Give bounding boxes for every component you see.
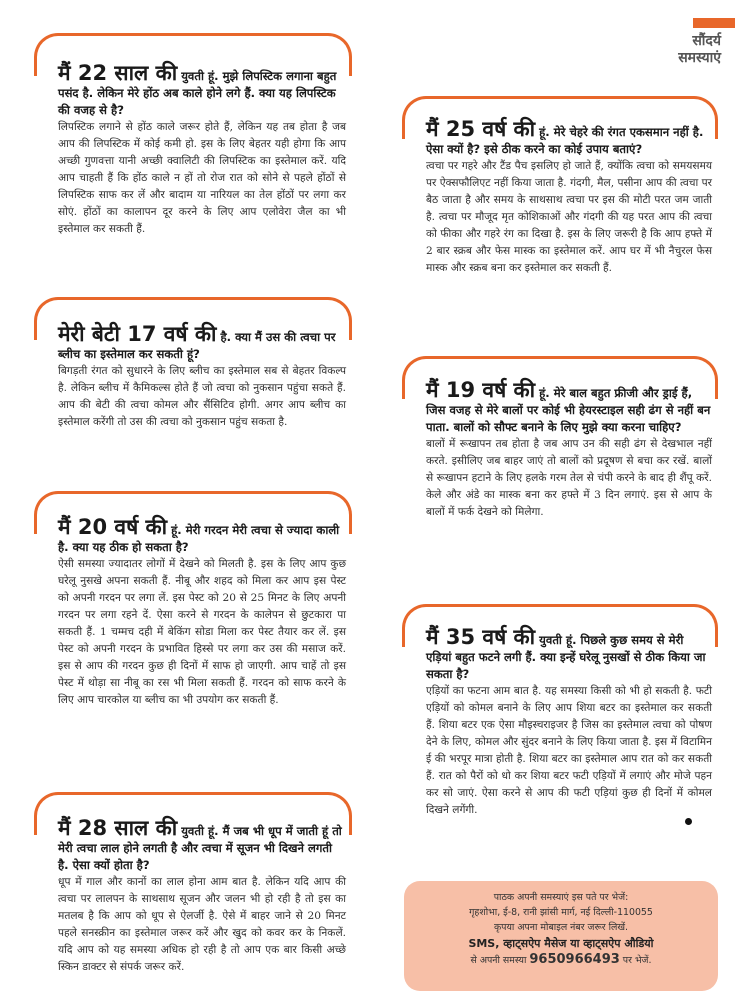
question-lead: मैं 22 साल की — [58, 61, 178, 85]
question: मैं 20 वर्ष की हूं. मेरी गरदन मेरी त्वचा से ज्यादा काली है. क्या यह ठीक हो सकता है? — [58, 515, 340, 554]
answer: ऐसी समस्या ज्यादातर लोगों में देखने को मिलती है. इस के लिए आप कुछ घरेलू नुसखे अपना सकती हैं. नीबू और शहद को मिला कर आप इस पेस्ट को अपनी गरदन पर लगा लें. इस पेस्ट को 20 से 25 मिनट के लिए अपनी गरदन पर लगा रहने दें. ऐसा करने से गरदन के कालेपन से छुटकारा पा सकती हैं. 1 चम्मच दही में बेकिंग सोडा मिला कर पेस्ट तैयार कर लें. इस पेस्ट को अपनी गरदन के प्रभावित हिस्से पर लगा कर उस की मसाज करें. इस से आप की गरदन कुछ ही दिनों में साफ हो जाएगी. आप चाहें तो इस पेस्ट में थोड़ा सा नीबू का रस भी मिला सकती हैं. गरदन को साफ करने के लिए आप चारकोल या ब्लीच का भी उपयोग कर सकती हैं. — [58, 558, 346, 706]
footer-line-1: पाठक अपनी समस्याएं इस पते पर भेजें: — [493, 892, 629, 903]
question: मैं 22 साल की युवती हूं. मुझे लिपस्टिक लगाना बहुत पसंद है. लेकिन मेरे होंठ अब काले होने लगे हैं. क्या यह लिपस्टिक की वजह से है? — [58, 61, 337, 117]
question-lead: मैं 25 वर्ष की — [426, 117, 536, 141]
end-bullet — [685, 818, 692, 825]
qa-block-2 — [34, 297, 352, 467]
question-lead: मैं 20 वर्ष की — [58, 515, 168, 539]
phone-number: 9650966493 — [529, 952, 620, 967]
submission-info-box — [404, 881, 718, 991]
question-lead: मैं 35 वर्ष की — [426, 625, 536, 649]
qa-block-3 — [34, 491, 352, 761]
question: मैं 19 वर्ष की हूं. मेरे बाल बहुत फ्रीजी और ड्राई हैं, जिस वजह से मेरे बालों पर कोई भी हेयरस्टाइल सही ढंग से नहीं बन पाता. बालों को सौफ्ट बनाने के लिए मुझे क्या करना चाहिए? — [426, 378, 711, 434]
qa-block-7 — [402, 604, 718, 854]
answer: बिगड़ती रंगत को सुधारने के लिए ब्लीच का इस्तेमाल सब से बेहतर विकल्प है. लेकिन ब्लीच में कैमिकल्स होते हैं जो त्वचा को नुकसान पहुंचा सकते हैं. आप की बेटी की त्वचा कोमल और सैंसिटिव होगी. अगर आप ब्लीच का इस्तेमाल करेंगी तो उस की त्वचा को नुकसान पहुंच सकता है. — [58, 365, 346, 428]
answer: धूप में गाल और कानों का लाल होना आम बात है. लेकिन यदि आप की त्वचा पर लालपन के साथसाथ सूजन और जलन भी हो रही है तो इस का मतलब है कि आप को धूप से ऐलर्जी है. ऐसे में बाहर जाने से 20 मिनट पहले सनस्क्रीन का इस्तेमाल जरूर करें और खुद को कवर कर के निकलें. यदि आप को यह समस्या अधिक हो रही है तो आप एक बार किसी अच्छे स्किन डाक्टर से संपर्क जरूर करें. — [58, 876, 346, 973]
question: मैं 25 वर्ष की हूं. मेरे चेहरे की रंगत एकसमान नहीं है. ऐसा क्यों है? इसे ठीक करने का कोई उपाय बताएं? — [426, 117, 704, 156]
question: मैं 35 वर्ष की युवती हूं. पिछले कुछ समय से मेरी एड़ियां बहुत फटने लगी हैं. क्या इन्हें घरेलू नुसखों से ठीक किया जा सकता है? — [426, 625, 706, 681]
footer-line-3: कृपया अपना मोबाइल नंबर जरूर लिखें. — [493, 922, 629, 933]
answer: त्वचा पर गहरे और टैंड पैच इसलिए हो जाते हैं, क्योंकि त्वचा को समयसमय पर ऐक्सफौलिएट नहीं किया जाता है. गंदगी, मैल, पसीना आप की त्वचा पर बैठ जाता है और समय के साथसाथ त्वचा पर इस की मोटी परत जम जाती है. त्वचा पर मौजूद मृत कोशिकाओं और गंदगी की यह परत आप की त्वचा को फीका और गहरे रंग का दिखा है. इस के लिए जरूरी है कि आप हफ्ते में 2 बार स्क्रब और फेस मास्क का इस्तेमाल करें. आप घर में भी नैचुरल फेस मास्क और स्क्रब बना कर इस्तेमाल कर सकती हैं. — [426, 160, 712, 274]
question-lead: मैं 19 वर्ष की — [426, 378, 536, 402]
qa-block-1 — [34, 33, 352, 273]
qa-block-4 — [34, 792, 352, 999]
answer: लिपस्टिक लगाने से होंठ काले जरूर होते हैं, लेकिन यह तब होता है जब आप की लिपस्टिक में कोई कमी हो. इस के लिए बेहतर यही होगा कि आप अच्छी गुणवत्ता यानी अच्छी क्वालिटी की लिपस्टिक का इस्तेमाल करें. यदि आप चाहती हैं कि होंठ काले न हों तो रोज रात को सोने से पहले होंठों से लिपस्टिक साफ कर लें और बादाम या नारियल का तेल होंठों पर लगा कर सोएं. होंठों का कालापन दूर करने के लिए आप एलोवेरा जैल का भी इस्तेमाल कर सकती हैं. — [58, 121, 346, 235]
answer: एड़ियों का फटना आम बात है. यह समस्या किसी को भी हो सकती है. फटी एड़ियों को कोमल बनाने के लिए आप शिया बटर का इस्तेमाल कर सकती हैं. शिया बटर एक ऐसा मौइस्चराइजर है जिस का इस्तेमाल त्वचा को पोषण देने के लिए, कोमल और सुंदर बनाने के लिए किया जाता है. इस में विटामिन ई की भरपूर मात्रा होती है. शिया बटर का इस्तेमाल आप रात को कर सकती हैं. रात को पैरों को धो कर शिया बटर फटी एड़ियों में लगाएं और मोजे पहन कर सो जाएं. ऐसा करने से आप की फटी एड़ियां कुछ ही दिनों में कोमल दिखने लगेंगी. — [426, 685, 712, 816]
question-lead: मेरी बेटी 17 वर्ष की — [58, 322, 217, 346]
question: मेरी बेटी 17 वर्ष की है. क्या मैं उस की त्वचा पर ब्लीच का इस्तेमाल कर सकती हूं? — [58, 322, 336, 361]
qa-block-5 — [402, 96, 718, 346]
section-tab-accent — [693, 18, 735, 28]
question-lead: मैं 28 साल की — [58, 816, 178, 840]
qa-block-6 — [402, 356, 718, 576]
footer-address: गृहशोभा, ई-8, रानी झांसी मार्ग, नई दिल्ली-110055 — [469, 907, 653, 918]
section-title: सौंदर्य समस्याएं — [678, 33, 721, 66]
footer-sms-line: SMS, व्हाट्सऐप मैसेज या व्हाट्सऐप औडियो — [468, 937, 654, 950]
answer: बालों में रूखापन तब होता है जब आप उन की सही ढंग से देखभाल नहीं करते. इसीलिए जब बाहर जाएं तो बालों को प्रदूषण से बचा कर रखें. बालों से रूखापन हटाने के लिए हलके गरम तेल से चंपी करने के बाद ही शैंपू करें. केले और अंडे का मास्क बना कर हफ्ते में 3 दिन लगाएं. इस से आप के बालों में फर्क देखने को मिलेगा. — [426, 438, 712, 518]
question: मैं 28 साल की युवती हूं. मैं जब भी धूप में जाती हूं तो मेरी त्वचा लाल होने लगती है और त्वचा में सूजन भी दिखने लगती है. ऐसा क्यों होता है? — [58, 816, 342, 872]
footer-phone-line: से अपनी समस्या 9650966493 पर भेजें. — [470, 952, 652, 967]
